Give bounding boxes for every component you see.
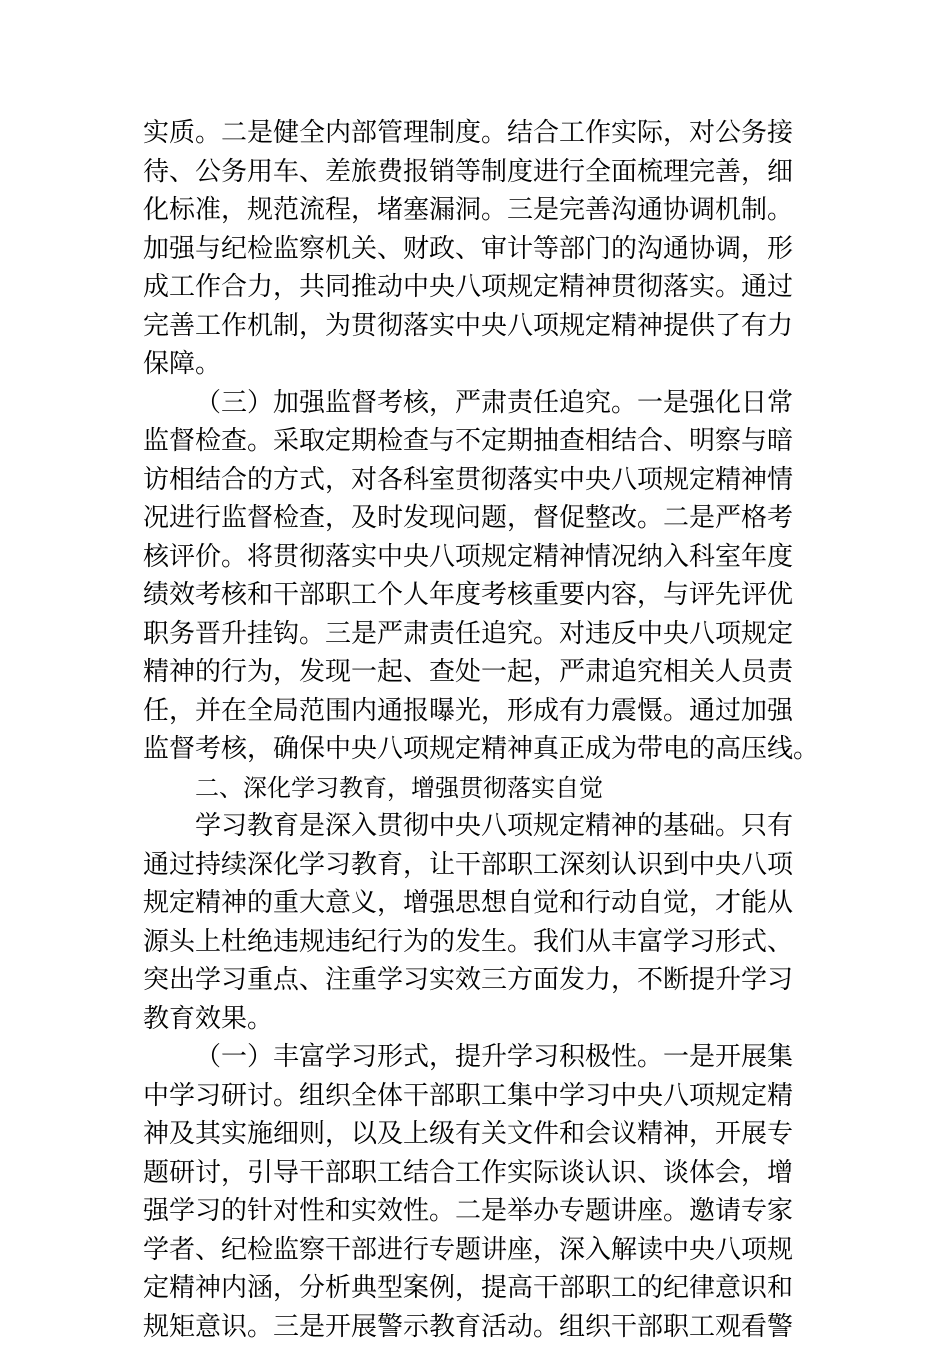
text-line: 完善工作机制，为贯彻落实中央八项规定精神提供了有力 <box>143 307 808 346</box>
document-body <box>143 114 808 1346</box>
text-line: 监督考核，确保中央八项规定精神真正成为带电的高压线。 <box>143 730 808 769</box>
text-line: 待、公务用车、差旅费报销等制度进行全面梳理完善，细 <box>143 153 808 192</box>
text-line: 中学习研讨。组织全体干部职工集中学习中央八项规定精 <box>143 1077 808 1116</box>
text-line: 职务晋升挂钩。三是严肃责任追究。对违反中央八项规定 <box>143 615 808 654</box>
text-line: （一）丰富学习形式，提升学习积极性。一是开展集 <box>143 1038 808 1077</box>
text-line: 学习教育是深入贯彻中央八项规定精神的基础。只有 <box>143 807 808 846</box>
text-line: 任，并在全局范围内通报曝光，形成有力震慑。通过加强 <box>143 692 808 731</box>
text-line: 化标准，规范流程，堵塞漏洞。三是完善沟通协调机制。 <box>143 191 808 230</box>
text-line: 神及其实施细则，以及上级有关文件和会议精神，开展专 <box>143 1115 808 1154</box>
text-line: 加强与纪检监察机关、财政、审计等部门的沟通协调，形 <box>143 230 808 269</box>
text-line: 实质。二是健全内部管理制度。结合工作实际，对公务接 <box>143 114 808 153</box>
text-line: 绩效考核和干部职工个人年度考核重要内容，与评先评优 <box>143 576 808 615</box>
section-heading: 二、深化学习教育，增强贯彻落实自觉 <box>143 769 808 808</box>
text-line: 规定精神的重大意义，增强思想自觉和行动自觉，才能从 <box>143 884 808 923</box>
text-line: 监督检查。采取定期检查与不定期抽查相结合、明察与暗 <box>143 422 808 461</box>
text-line: 突出学习重点、注重学习实效三方面发力，不断提升学习 <box>143 961 808 1000</box>
text-line: 精神的行为，发现一起、查处一起，严肃追究相关人员责 <box>143 653 808 692</box>
text-line: 成工作合力，共同推动中央八项规定精神贯彻落实。通过 <box>143 268 808 307</box>
text-line: 定精神内涵，分析典型案例，提高干部职工的纪律意识和 <box>143 1269 808 1308</box>
text-line: 规矩意识。三是开展警示教育活动。组织干部职工观看警 <box>143 1308 808 1346</box>
text-line: 访相结合的方式，对各科室贯彻落实中央八项规定精神情 <box>143 461 808 500</box>
text-line: 题研讨，引导干部职工结合工作实际谈认识、谈体会，增 <box>143 1154 808 1193</box>
text-line: 核评价。将贯彻落实中央八项规定精神情况纳入科室年度 <box>143 538 808 577</box>
text-line: 保障。 <box>143 345 808 384</box>
text-line: 强学习的针对性和实效性。二是举办专题讲座。邀请专家 <box>143 1192 808 1231</box>
text-line: 学者、纪检监察干部进行专题讲座，深入解读中央八项规 <box>143 1231 808 1270</box>
text-line: 教育效果。 <box>143 1000 808 1039</box>
text-line: 通过持续深化学习教育，让干部职工深刻认识到中央八项 <box>143 846 808 885</box>
text-line: 况进行监督检查，及时发现问题，督促整改。二是严格考 <box>143 499 808 538</box>
text-line: （三）加强监督考核，严肃责任追究。一是强化日常 <box>143 384 808 423</box>
text-line: 源头上杜绝违规违纪行为的发生。我们从丰富学习形式、 <box>143 923 808 962</box>
